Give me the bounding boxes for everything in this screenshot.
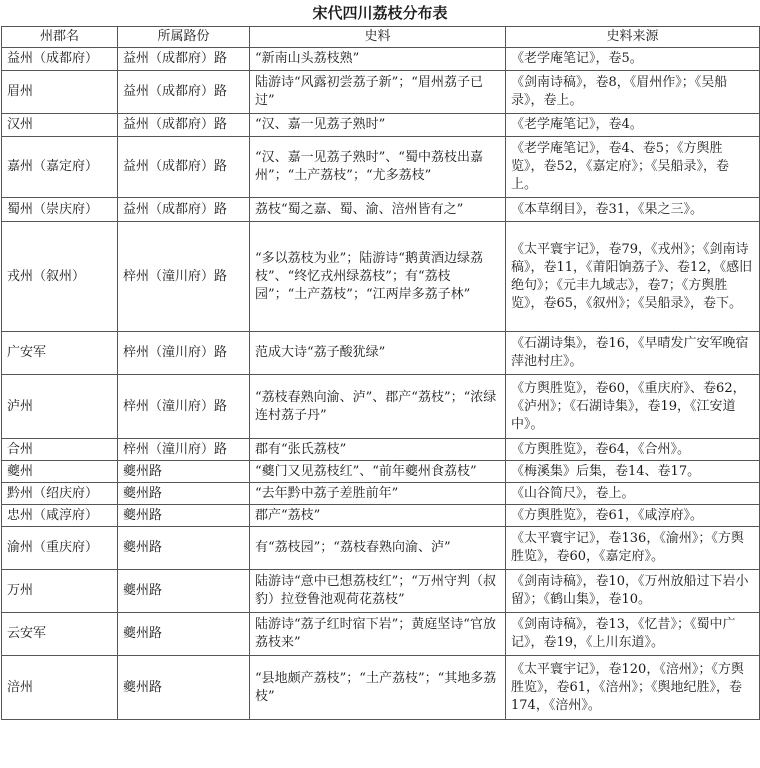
cell-shiliao: 范成大诗“荔子酸犹绿” — [250, 332, 506, 375]
header-laiyuan: 史料来源 — [506, 27, 760, 48]
cell-lu: 夔州路 — [118, 483, 250, 505]
table-row — [2, 656, 760, 720]
cell-laiyuan: 《老学庵笔记》，卷4。 — [506, 114, 760, 137]
cell-shiliao: “县地颇产荔枝”；“土产荔枝”；“其地多荔枝” — [250, 656, 506, 720]
cell-zhou: 涪州 — [2, 656, 118, 720]
cell-shiliao: “新南山头荔枝熟” — [250, 48, 506, 71]
cell-lu: 梓州（潼川府）路 — [118, 439, 250, 461]
table-row — [2, 114, 760, 137]
cell-shiliao: 荔枝“蜀之嘉、蜀、渝、涪州皆有之” — [250, 198, 506, 222]
table-row — [2, 71, 760, 114]
cell-zhou: 嘉州（嘉定府） — [2, 137, 118, 198]
cell-laiyuan: 《老学庵笔记》，卷4、卷5；《方舆胜览》，卷52，《嘉定府》；《吴船录》，卷上。 — [506, 137, 760, 198]
cell-shiliao: 陆游诗“风露初尝荔子新”；“眉州荔子已过” — [250, 71, 506, 114]
cell-lu: 益州（成都府）路 — [118, 114, 250, 137]
table-row — [2, 137, 760, 198]
cell-zhou: 蜀州（崇庆府） — [2, 198, 118, 222]
cell-zhou: 戎州（叙州） — [2, 222, 118, 332]
table-row — [2, 222, 760, 332]
cell-laiyuan: 《梅溪集》后集，卷14、卷17。 — [506, 461, 760, 483]
cell-shiliao: “多以荔枝为业”；陆游诗“鹅黄酒边绿荔枝”、“终忆戎州绿荔枝”；有“荔枝园”；“土产荔枝”；“江两岸多荔子林” — [250, 222, 506, 332]
header-lu: 所属路份 — [118, 27, 250, 48]
cell-laiyuan: 《方舆胜览》，卷60，《重庆府》、卷62，《泸州》；《石湖诗集》，卷19，《江安道中》。 — [506, 375, 760, 439]
cell-zhou: 渝州（重庆府） — [2, 527, 118, 570]
cell-laiyuan: 《老学庵笔记》，卷5。 — [506, 48, 760, 71]
cell-lu: 益州（成都府）路 — [118, 137, 250, 198]
cell-lu: 夔州路 — [118, 461, 250, 483]
cell-laiyuan: 《太平寰宇记》，卷79，《戎州》；《剑南诗稿》，卷11，《莆阳饷荔子》、卷12，《感旧绝句》；《元丰九域志》，卷7；《方舆胜览》，卷65，《叙州》；《吴船录》，卷下。 — [506, 222, 760, 332]
table-row — [2, 505, 760, 527]
table-row — [2, 48, 760, 71]
lychee-distribution-table — [1, 26, 760, 720]
cell-laiyuan: 《山谷简尺》，卷上。 — [506, 483, 760, 505]
cell-lu: 梓州（潼川府）路 — [118, 375, 250, 439]
table-row — [2, 198, 760, 222]
cell-zhou: 万州 — [2, 570, 118, 613]
cell-laiyuan: 《太平寰宇记》，卷136，《渝州》；《方舆胜览》，卷60，《嘉定府》。 — [506, 527, 760, 570]
cell-zhou: 益州（成都府） — [2, 48, 118, 71]
cell-laiyuan: 《本草纲目》，卷31，《果之三》。 — [506, 198, 760, 222]
cell-shiliao: 有“荔枝园”；“荔枝春熟向渝、泸” — [250, 527, 506, 570]
cell-zhou: 合州 — [2, 439, 118, 461]
cell-lu: 夔州路 — [118, 570, 250, 613]
cell-lu: 夔州路 — [118, 613, 250, 656]
table-row — [2, 527, 760, 570]
cell-laiyuan: 《方舆胜览》，卷64，《合州》。 — [506, 439, 760, 461]
cell-lu: 夔州路 — [118, 656, 250, 720]
cell-shiliao: 郡产“荔枝” — [250, 505, 506, 527]
cell-lu: 益州（成都府）路 — [118, 71, 250, 114]
header-shiliao: 史料 — [250, 27, 506, 48]
cell-zhou: 夔州 — [2, 461, 118, 483]
cell-shiliao: 陆游诗“意中已想荔枝红”；“万州守判（叔豹）拉登鲁池观荷花荔枝” — [250, 570, 506, 613]
cell-shiliao: “汉、嘉一见荔子熟时” — [250, 114, 506, 137]
table-row — [2, 461, 760, 483]
header-row — [2, 27, 760, 48]
cell-shiliao: “去年黔中荔子差胜前年” — [250, 483, 506, 505]
cell-shiliao: 郡有“张氏荔枝” — [250, 439, 506, 461]
cell-laiyuan: 《剑南诗稿》，卷13，《忆昔》；《蜀中广记》，卷19，《上川东道》。 — [506, 613, 760, 656]
table-title: 宋代四川荔枝分布表 — [312, 4, 448, 22]
cell-laiyuan: 《剑南诗稿》，卷8，《眉州作》；《吴船录》，卷上。 — [506, 71, 760, 114]
table-row — [2, 439, 760, 461]
cell-laiyuan: 《太平寰宇记》，卷120，《涪州》；《方舆胜览》，卷61，《涪州》；《舆地纪胜》，卷174，《涪州》。 — [506, 656, 760, 720]
table-row — [2, 375, 760, 439]
cell-laiyuan: 《方舆胜览》，卷61，《咸淳府》。 — [506, 505, 760, 527]
table-row — [2, 570, 760, 613]
cell-lu: 夔州路 — [118, 505, 250, 527]
cell-zhou: 忠州（咸淳府） — [2, 505, 118, 527]
cell-zhou: 广安军 — [2, 332, 118, 375]
cell-laiyuan: 《剑南诗稿》，卷10，《万州放船过下岩小留》；《鹤山集》，卷10。 — [506, 570, 760, 613]
cell-lu: 梓州（潼川府）路 — [118, 222, 250, 332]
cell-zhou: 云安军 — [2, 613, 118, 656]
cell-shiliao: 陆游诗“荔子红时宿下岩”；黄庭坚诗“官放荔枝来” — [250, 613, 506, 656]
cell-shiliao: “荔枝春熟向渝、泸”、郡产“荔枝”；“浓绿连村荔子丹” — [250, 375, 506, 439]
cell-lu: 益州（成都府）路 — [118, 48, 250, 71]
cell-shiliao: “夔门又见荔枝红”、“前年夔州食荔枝” — [250, 461, 506, 483]
table-row — [2, 613, 760, 656]
cell-zhou: 泸州 — [2, 375, 118, 439]
header-zhou: 州郡名 — [2, 27, 118, 48]
table-row — [2, 332, 760, 375]
cell-zhou: 眉州 — [2, 71, 118, 114]
cell-lu: 夔州路 — [118, 527, 250, 570]
table-row — [2, 483, 760, 505]
cell-shiliao: “汉、嘉一见荔子熟时”、“蜀中荔枝出嘉州”；“土产荔枝”；“尤多荔枝” — [250, 137, 506, 198]
cell-lu: 益州（成都府）路 — [118, 198, 250, 222]
cell-lu: 梓州（潼川府）路 — [118, 332, 250, 375]
cell-laiyuan: 《石湖诗集》，卷16，《早晴发广安军晚宿萍池村庄》。 — [506, 332, 760, 375]
cell-zhou: 黔州（绍庆府） — [2, 483, 118, 505]
cell-zhou: 汉州 — [2, 114, 118, 137]
